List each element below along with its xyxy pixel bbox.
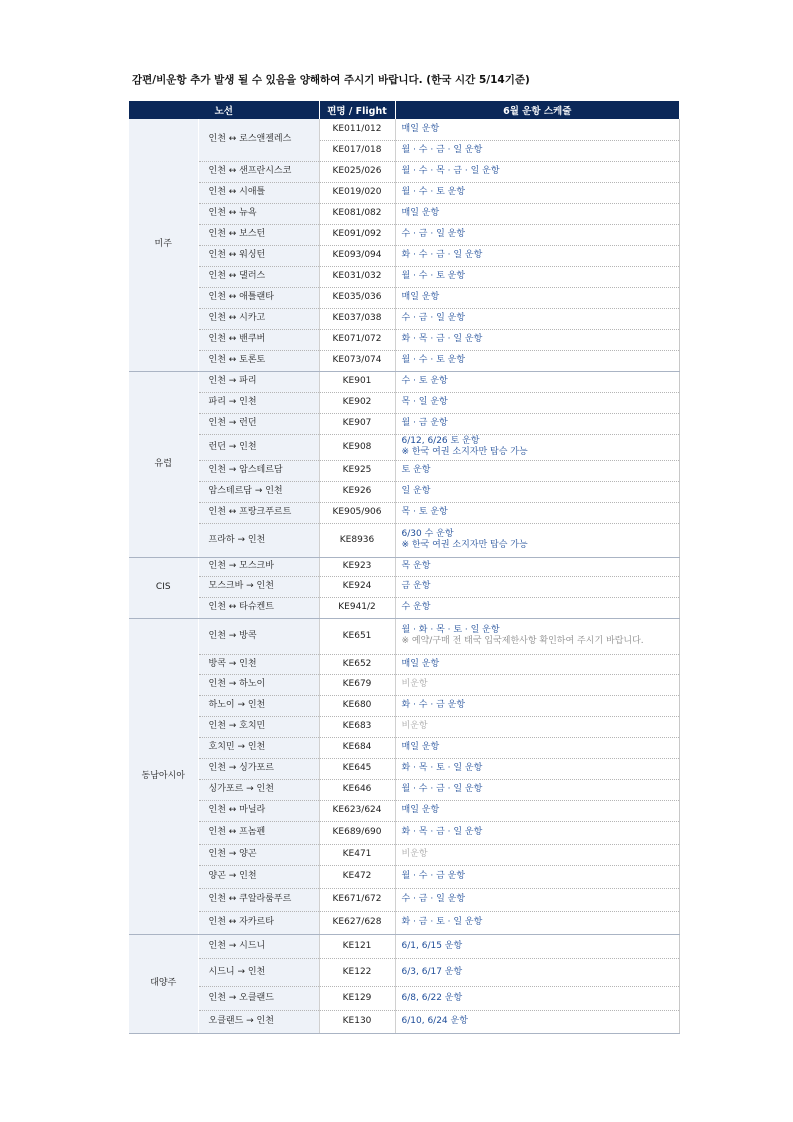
flight-number-cell: KE905/906 <box>319 502 395 523</box>
schedule-cell <box>395 287 679 308</box>
route-cell: 인천 ↔ 로스앤젤레스 <box>198 119 319 161</box>
route-cell: 모스크바 → 인천 <box>198 576 319 597</box>
schedule-text: 매일 운항 <box>401 292 440 302</box>
schedule-text: 월 · 금 운항 <box>401 418 448 428</box>
table-row <box>129 287 679 308</box>
table-row <box>129 523 679 557</box>
schedule-text: 매일 운항 <box>401 742 440 752</box>
flight-number-cell: KE017/018 <box>319 140 395 161</box>
flight-number-cell: KE671/672 <box>319 888 395 911</box>
schedule-text: 비운항 <box>401 721 428 731</box>
flight-number-cell: KE129 <box>319 986 395 1010</box>
schedule-cell <box>395 958 679 986</box>
flight-number-cell: KE627/628 <box>319 911 395 934</box>
region-cell: 대양주 <box>129 934 198 1033</box>
table-row <box>129 224 679 245</box>
route-cell: 인천 ↔ 워싱턴 <box>198 245 319 266</box>
flight-number-cell: KE680 <box>319 695 395 716</box>
schedule-cell <box>395 203 679 224</box>
schedule-text: 수 · 금 · 일 운항 <box>401 894 466 904</box>
flight-number-cell: KE035/036 <box>319 287 395 308</box>
flight-number-cell: KE907 <box>319 413 395 434</box>
schedule-text: 매일 운항 <box>401 805 440 815</box>
route-cell: 인천 ↔ 타슈켄트 <box>198 597 319 618</box>
route-cell: 인천 → 모스크바 <box>198 557 319 576</box>
flight-number-cell: KE684 <box>319 737 395 758</box>
flight-number-cell: KE941/2 <box>319 597 395 618</box>
route-cell: 방콕 → 인천 <box>198 654 319 674</box>
table-row <box>129 779 679 800</box>
flight-number-cell: KE031/032 <box>319 266 395 287</box>
route-cell: 인천 ↔ 댈러스 <box>198 266 319 287</box>
table-row <box>129 413 679 434</box>
schedule-cell <box>395 618 679 654</box>
table-row <box>129 674 679 695</box>
schedule-text: 월 · 수 · 목 · 금 · 일 운항 <box>401 166 500 176</box>
schedule-text: 수 · 토 운항 <box>401 376 448 386</box>
schedule-text: 화 · 수 · 금 운항 <box>401 700 466 710</box>
flight-number-cell: KE926 <box>319 481 395 502</box>
schedule-text: 월 · 수 · 토 운항 <box>401 271 466 281</box>
route-cell: 호치민 → 인천 <box>198 737 319 758</box>
flight-number-cell: KE902 <box>319 392 395 413</box>
schedule-text: 비운항 <box>401 679 428 689</box>
region-cell: 동남아시아 <box>129 618 198 934</box>
table-row <box>129 618 679 654</box>
flight-number-cell: KE019/020 <box>319 182 395 203</box>
route-cell: 오클랜드 → 인천 <box>198 1010 319 1033</box>
schedule-text: 매일 운항 <box>401 658 440 669</box>
header-schedule: 6월 운항 스케줄 <box>395 101 679 119</box>
flight-number-cell: KE011/012 <box>319 119 395 140</box>
schedule-cell <box>395 266 679 287</box>
schedule-text: 월 · 화 · 목 · 토 · 일 운항 <box>401 625 500 635</box>
route-cell: 인천 ↔ 자카르타 <box>198 911 319 934</box>
table-row <box>129 934 679 958</box>
route-cell: 싱가포르 → 인천 <box>198 779 319 800</box>
route-cell: 인천 ↔ 밴쿠버 <box>198 329 319 350</box>
schedule-text: 6/12, 6/26 토 운항 <box>401 436 480 446</box>
flight-number-cell: KE025/026 <box>319 161 395 182</box>
schedule-text: 6/30 수 운항 <box>401 529 454 539</box>
table-row <box>129 182 679 203</box>
flight-number-cell: KE646 <box>319 779 395 800</box>
schedule-note: ※ 한국 여권 소지자만 탑승 가능 <box>401 447 528 457</box>
table-row <box>129 654 679 674</box>
route-cell: 인천 ↔ 시애틀 <box>198 182 319 203</box>
schedule-cell <box>395 460 679 481</box>
table-row <box>129 716 679 737</box>
flight-number-cell: KE683 <box>319 716 395 737</box>
table-row <box>129 460 679 481</box>
route-cell: 인천 ↔ 마닐라 <box>198 800 319 821</box>
schedule-cell <box>395 911 679 934</box>
schedule-text: 토 운항 <box>401 465 431 475</box>
schedule-text: 월 · 수 · 토 운항 <box>401 355 466 365</box>
flight-number-cell: KE093/094 <box>319 245 395 266</box>
route-cell: 양곤 → 인천 <box>198 865 319 888</box>
table-row <box>129 203 679 224</box>
flight-number-cell: KE121 <box>319 934 395 958</box>
schedule-text: 6/3, 6/17 운항 <box>401 966 463 977</box>
route-cell: 인천 → 하노이 <box>198 674 319 695</box>
schedule-cell <box>395 350 679 371</box>
flight-number-cell: KE071/072 <box>319 329 395 350</box>
route-cell: 인천 ↔ 프놈펜 <box>198 821 319 844</box>
table-row <box>129 865 679 888</box>
table-row <box>129 245 679 266</box>
schedule-cell <box>395 865 679 888</box>
route-cell: 파리 → 인천 <box>198 392 319 413</box>
schedule-text: 비운항 <box>401 849 428 859</box>
table-row <box>129 434 679 460</box>
schedule-cell <box>395 576 679 597</box>
flight-number-cell: KE623/624 <box>319 800 395 821</box>
schedule-cell <box>395 779 679 800</box>
flight-number-cell: KE651 <box>319 618 395 654</box>
schedule-text: 목 · 일 운항 <box>401 397 448 407</box>
flight-number-cell: KE689/690 <box>319 821 395 844</box>
notice-text: 감편/비운항 추가 발생 될 수 있음을 양해하여 주시기 바랍니다. (한국 시간 5/14기준) <box>132 74 530 86</box>
table-row <box>129 958 679 986</box>
schedule-text: 금 운항 <box>401 581 431 591</box>
route-cell: 인천 → 오클랜드 <box>198 986 319 1010</box>
schedule-cell <box>395 224 679 245</box>
flight-number-cell: KE908 <box>319 434 395 460</box>
table-row <box>129 888 679 911</box>
schedule-text: 목 운항 <box>401 561 431 571</box>
schedule-text: 화 · 금 · 토 · 일 운항 <box>401 917 483 927</box>
route-cell: 인천 → 파리 <box>198 371 319 392</box>
table-row <box>129 576 679 597</box>
route-cell: 인천 ↔ 뉴욕 <box>198 203 319 224</box>
route-cell: 암스테르담 → 인천 <box>198 481 319 502</box>
route-cell: 인천 → 양곤 <box>198 844 319 865</box>
schedule-text: 매일 운항 <box>401 208 440 218</box>
route-cell: 인천 ↔ 시카고 <box>198 308 319 329</box>
region-cell: CIS <box>129 557 198 618</box>
schedule-note: ※ 한국 여권 소지자만 탑승 가능 <box>401 540 528 550</box>
route-cell: 하노이 → 인천 <box>198 695 319 716</box>
header-flight: 편명 / Flight <box>319 101 395 119</box>
schedule-text: 월 · 수 · 금 운항 <box>401 871 466 881</box>
route-cell: 인천 → 방콕 <box>198 618 319 654</box>
flight-number-cell: KE471 <box>319 844 395 865</box>
header-route: 노선 <box>129 101 319 119</box>
schedule-note: ※ 예약/구매 전 태국 입국제한사항 확인하여 주시기 바랍니다. <box>401 636 644 646</box>
flight-number-cell: KE679 <box>319 674 395 695</box>
flight-number-cell: KE037/038 <box>319 308 395 329</box>
flight-number-cell: KE8936 <box>319 523 395 557</box>
table-row <box>129 695 679 716</box>
schedule-cell <box>395 597 679 618</box>
table-row <box>129 481 679 502</box>
table-row <box>129 557 679 576</box>
schedule-text: 6/10, 6/24 운항 <box>401 1016 468 1026</box>
flight-number-cell: KE925 <box>319 460 395 481</box>
flight-number-cell: KE924 <box>319 576 395 597</box>
flight-number-cell: KE652 <box>319 654 395 674</box>
schedule-cell <box>395 986 679 1010</box>
route-cell: 시드니 → 인천 <box>198 958 319 986</box>
route-cell: 인천 → 싱가포르 <box>198 758 319 779</box>
schedule-cell <box>395 245 679 266</box>
flight-number-cell: KE901 <box>319 371 395 392</box>
flight-number-cell: KE923 <box>319 557 395 576</box>
schedule-cell <box>395 844 679 865</box>
route-cell: 인천 → 암스테르담 <box>198 460 319 481</box>
schedule-cell <box>395 308 679 329</box>
table-row <box>129 737 679 758</box>
schedule-text: 6/8, 6/22 운항 <box>401 992 463 1003</box>
schedule-cell <box>395 481 679 502</box>
schedule-cell <box>395 329 679 350</box>
schedule-cell <box>395 161 679 182</box>
flight-number-cell: KE091/092 <box>319 224 395 245</box>
table-row <box>129 911 679 934</box>
schedule-text: 수 · 금 · 일 운항 <box>401 313 466 323</box>
flight-number-cell: KE130 <box>319 1010 395 1033</box>
schedule-text: 6/1, 6/15 운항 <box>401 940 463 951</box>
route-cell: 인천 → 시드니 <box>198 934 319 958</box>
schedule-cell <box>395 557 679 576</box>
route-cell: 런던 → 인천 <box>198 434 319 460</box>
table-row <box>129 986 679 1010</box>
route-cell: 인천 ↔ 프랑크푸르트 <box>198 502 319 523</box>
schedule-text: 수 운항 <box>401 602 431 612</box>
region-cell: 미주 <box>129 119 198 371</box>
schedule-text: 화 · 목 · 금 · 일 운항 <box>401 334 483 344</box>
schedule-cell <box>395 434 679 460</box>
table-row <box>129 597 679 618</box>
table-row <box>129 392 679 413</box>
route-cell: 인천 ↔ 토론토 <box>198 350 319 371</box>
schedule-cell <box>395 119 679 140</box>
route-cell: 인천 → 호치민 <box>198 716 319 737</box>
schedule-text: 매일 운항 <box>401 123 440 134</box>
flight-number-cell: KE472 <box>319 865 395 888</box>
schedule-cell <box>395 888 679 911</box>
table-row <box>129 329 679 350</box>
flight-number-cell: KE122 <box>319 958 395 986</box>
schedule-cell <box>395 182 679 203</box>
route-cell: 인천 ↔ 보스턴 <box>198 224 319 245</box>
schedule-text: 월 · 수 · 토 운항 <box>401 187 466 197</box>
schedule-cell <box>395 1010 679 1033</box>
flight-number-cell: KE645 <box>319 758 395 779</box>
route-cell: 인천 ↔ 쿠알라룸푸르 <box>198 888 319 911</box>
route-cell: 인천 → 런던 <box>198 413 319 434</box>
schedule-cell <box>395 502 679 523</box>
schedule-cell <box>395 392 679 413</box>
schedule-cell <box>395 695 679 716</box>
table-row <box>129 844 679 865</box>
flight-schedule-table <box>129 101 680 1034</box>
schedule-text: 화 · 목 · 금 · 일 운항 <box>401 827 483 837</box>
schedule-text: 화 · 수 · 금 · 일 운항 <box>401 250 483 260</box>
schedule-cell <box>395 140 679 161</box>
schedule-cell <box>395 737 679 758</box>
schedule-cell <box>395 758 679 779</box>
route-cell: 인천 ↔ 애틀랜타 <box>198 287 319 308</box>
schedule-cell <box>395 800 679 821</box>
route-cell: 프라하 → 인천 <box>198 523 319 557</box>
table-row <box>129 350 679 371</box>
table-row <box>129 371 679 392</box>
schedule-cell <box>395 934 679 958</box>
schedule-cell <box>395 654 679 674</box>
schedule-text: 일 운항 <box>401 486 431 496</box>
flight-number-cell: KE073/074 <box>319 350 395 371</box>
region-cell: 유럽 <box>129 371 198 557</box>
schedule-text: 수 · 금 · 일 운항 <box>401 229 466 239</box>
schedule-cell <box>395 821 679 844</box>
table-row <box>129 1010 679 1033</box>
table-header-row <box>129 101 679 119</box>
table-row <box>129 119 679 140</box>
schedule-cell <box>395 523 679 557</box>
schedule-text: 화 · 목 · 토 · 일 운항 <box>401 763 483 773</box>
schedule-cell <box>395 371 679 392</box>
table-row <box>129 161 679 182</box>
schedule-text: 목 · 토 운항 <box>401 507 448 517</box>
table-row <box>129 800 679 821</box>
route-cell: 인천 ↔ 샌프란시스코 <box>198 161 319 182</box>
schedule-cell <box>395 674 679 695</box>
table-row <box>129 308 679 329</box>
schedule-text: 월 · 수 · 금 · 일 운항 <box>401 145 483 155</box>
flight-number-cell: KE081/082 <box>319 203 395 224</box>
schedule-text: 월 · 수 · 금 · 일 운항 <box>401 784 483 794</box>
schedule-cell <box>395 716 679 737</box>
schedule-cell <box>395 413 679 434</box>
table-row <box>129 502 679 523</box>
table-row <box>129 821 679 844</box>
table-row <box>129 758 679 779</box>
table-row <box>129 266 679 287</box>
